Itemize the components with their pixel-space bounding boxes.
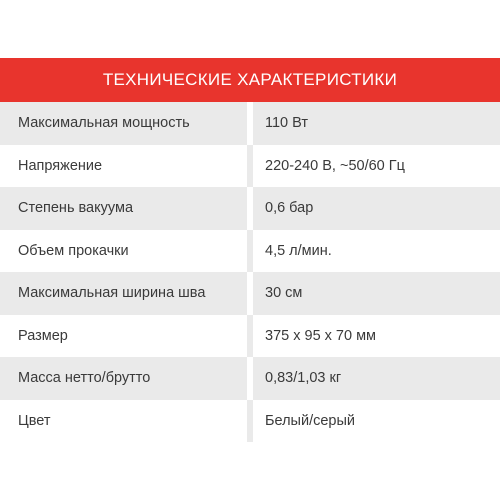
spec-value: 30 см (247, 272, 500, 315)
specs-header (0, 58, 500, 102)
spec-row-seam-width (0, 272, 500, 315)
spec-label: Размер (0, 315, 247, 358)
spec-row-color (0, 400, 500, 443)
spec-row-voltage (0, 145, 500, 188)
spec-label: Напряжение (0, 145, 247, 188)
spec-value: 0,83/1,03 кг (247, 357, 500, 400)
spec-label: Степень вакуума (0, 187, 247, 230)
spec-row-pump-volume (0, 230, 500, 273)
spec-row-vacuum (0, 187, 500, 230)
spec-row-max-power (0, 102, 500, 145)
spec-label: Объем прокачки (0, 230, 247, 273)
spec-label: Масса нетто/брутто (0, 357, 247, 400)
spec-label: Максимальная мощность (0, 102, 247, 145)
spec-value: 220-240 В, ~50/60 Гц (247, 145, 500, 188)
spec-label: Цвет (0, 400, 247, 443)
spec-value: 375 х 95 х 70 мм (247, 315, 500, 358)
spec-value: 110 Вт (247, 102, 500, 145)
spec-label: Максимальная ширина шва (0, 272, 247, 315)
specs-table (0, 102, 500, 442)
spec-row-weight (0, 357, 500, 400)
spec-value: Белый/серый (247, 400, 500, 443)
specs-title: ТЕХНИЧЕСКИЕ ХАРАКТЕРИСТИКИ (102, 70, 398, 89)
spec-row-size (0, 315, 500, 358)
spec-value: 4,5 л/мин. (247, 230, 500, 273)
spec-value: 0,6 бар (247, 187, 500, 230)
